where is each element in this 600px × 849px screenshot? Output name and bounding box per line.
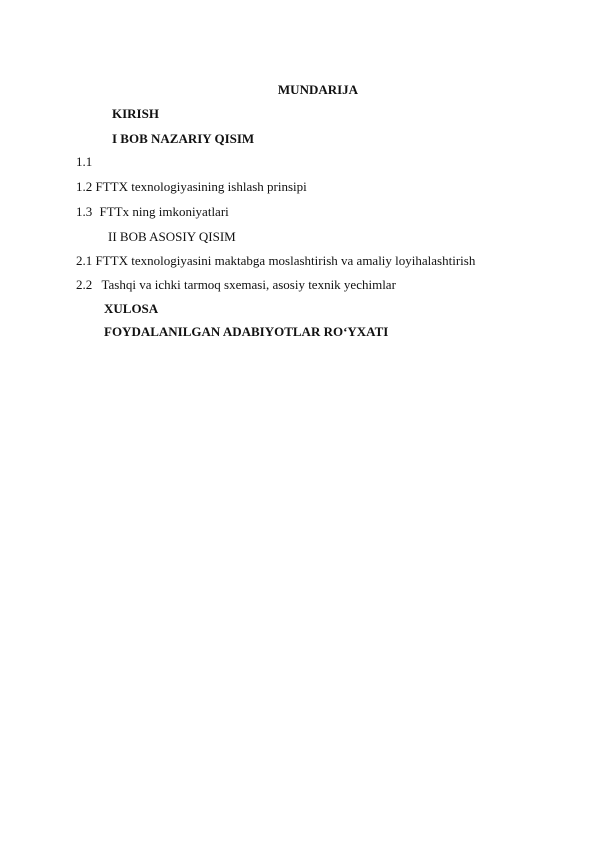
toc-item-number: 1.2 bbox=[76, 179, 93, 194]
toc-item-text: Tashqi va ichki tarmoq sxemasi, asosiy texnik yechimlar bbox=[101, 277, 396, 292]
toc-item-1-1 bbox=[76, 154, 92, 170]
toc-references: FOYDALANILGAN ADABIYOTLAR RO‘YXATI bbox=[104, 324, 389, 339]
toc-item-number: 1.1 bbox=[76, 154, 93, 169]
toc-chapter-2: II BOB ASOSIY QISIM bbox=[108, 229, 236, 244]
toc-intro: KIRISH bbox=[112, 106, 159, 121]
toc-title: MUNDARIJA bbox=[277, 82, 359, 97]
toc-item-2-1 bbox=[76, 253, 475, 269]
toc-conclusion: XULOSA bbox=[104, 301, 159, 316]
toc-chapter-1: I BOB NAZARIY QISIM bbox=[112, 131, 255, 146]
toc-item-text: FTTx ning imkoniyatlari bbox=[99, 204, 229, 219]
toc-item-number: 2.1 bbox=[76, 253, 93, 268]
toc-item-number: 1.3 bbox=[76, 204, 93, 219]
toc-item-2-2 bbox=[76, 277, 396, 293]
toc-item-number: 2.2 bbox=[76, 277, 93, 292]
toc-item-1-2 bbox=[76, 179, 307, 195]
toc-item-text: FTTX texnologiyasini maktabga moslashtirish va amaliy loyihalashtirish bbox=[95, 253, 476, 268]
toc-item-1-3 bbox=[76, 204, 229, 220]
toc-item-text: FTTX texnologiyasining ishlash prinsipi bbox=[95, 179, 307, 194]
